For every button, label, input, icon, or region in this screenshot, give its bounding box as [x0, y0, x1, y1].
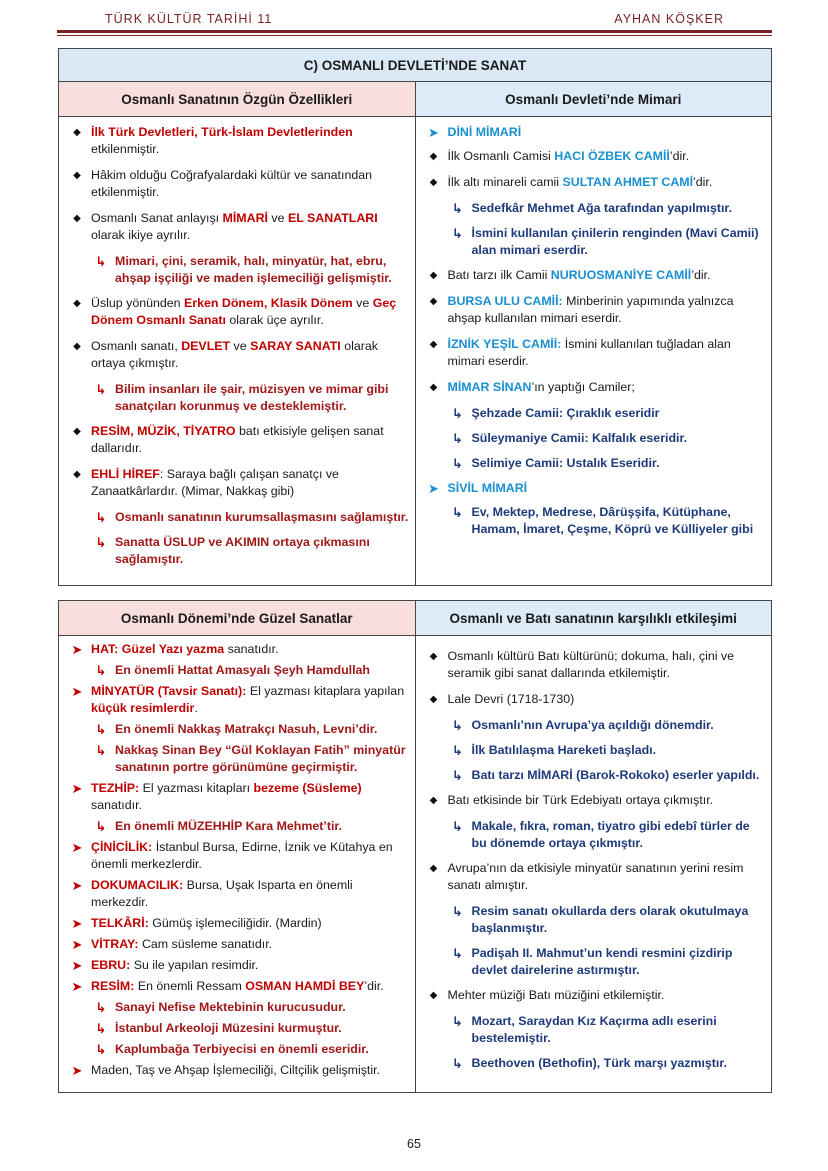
list-item: ➤ DOKUMACILIK: Bursa, Uşak Isparta en önemli merkezdir.	[67, 877, 409, 911]
hook-arrow-icon: ↳	[452, 718, 463, 733]
sub-item: ↳ Nakkaş Sinan Bey “Gül Koklayan Fatih” minyatür sanatının portre görünümüne geçirmiştir.	[67, 742, 409, 776]
list-heading: ➤ DİNİ MİMARİ	[424, 124, 766, 141]
arrow-bullet-icon: ➤	[71, 916, 83, 931]
header-rule-thin	[57, 35, 772, 36]
diamond-bullet-icon: ◆	[73, 213, 81, 224]
hook-arrow-icon: ↳	[452, 505, 463, 520]
sub-item: ↳ Sedefkâr Mehmet Ağa tarafından yapılmıştır.	[424, 200, 766, 217]
list-item: ◆ İlk Osmanlı Camisi HACI ÖZBEK CAMİİ’dir.	[424, 148, 766, 165]
hook-arrow-icon: ↳	[452, 768, 463, 783]
diamond-bullet-icon: ◆	[429, 177, 438, 188]
sub-item: ↳ Bilim insanları ile şair, müzisyen ve mimar gibi sanatçıları korunmuş ve desteklemiştir.	[67, 381, 409, 415]
diamond-bullet-icon: ◆	[429, 296, 438, 307]
sub-item: ↳ Beethoven (Bethofin), Türk marşı yazmıştır.	[424, 1055, 766, 1072]
hook-arrow-icon: ↳	[452, 1056, 463, 1071]
sub-item: ↳ İlk Batılılaşma Hareketi başladı.	[424, 742, 766, 759]
interaction-heading: Osmanlı ve Batı sanatının karşılıklı etkileşimi	[415, 601, 772, 636]
fine-arts-column	[59, 636, 416, 1093]
sub-item: ↳ İstanbul Arkeoloji Müzesini kurmuştur.	[67, 1020, 409, 1037]
sub-item: ↳ Kaplumbağa Terbiyecisi en önemli eseridir.	[67, 1041, 409, 1058]
sub-item: ↳ Padişah II. Mahmut’un kendi resmini çizdirip devlet dairelerine astırmıştır.	[424, 945, 766, 979]
list-item: ◆ İZNİK YEŞİL CAMİİ: İsmini kullanılan tuğladan alan mimari eserdir.	[424, 336, 766, 370]
hook-arrow-icon: ↳	[95, 743, 107, 758]
hook-arrow-icon: ↳	[452, 406, 463, 421]
list-item: ◆ Batı tarzı ilk Camii NURUOSMANİYE CAMİİ’dir.	[424, 267, 766, 284]
art-overview-table	[58, 48, 772, 586]
hook-arrow-icon: ↳	[452, 226, 463, 241]
sub-item: ↳ Sanatta ÜSLUP ve AKIMIN ortaya çıkmasını sağlamıştır.	[67, 534, 409, 568]
arrow-bullet-icon: ➤	[71, 684, 83, 699]
hook-arrow-icon: ↳	[452, 456, 463, 471]
author-name: AYHAN KÖŞKER	[614, 12, 724, 26]
fine-arts-table	[58, 600, 772, 1093]
list-item: ➤ VİTRAY: Cam süsleme sanatıdır.	[67, 936, 409, 953]
sub-item: ↳ Şehzade Camii: Çıraklık eseridir	[424, 405, 766, 422]
diamond-bullet-icon: ◆	[73, 341, 81, 352]
sub-item: ↳ Makale, fıkra, roman, tiyatro gibi edebî türler de bu dönemde ortaya çıkmıştır.	[424, 818, 766, 852]
hook-arrow-icon: ↳	[452, 904, 463, 919]
arrow-bullet-icon: ➤	[71, 642, 83, 657]
diamond-bullet-icon: ◆	[429, 990, 438, 1001]
hook-arrow-icon: ↳	[452, 946, 463, 961]
hook-arrow-icon: ↳	[452, 819, 463, 834]
list-item: ➤ HAT: Güzel Yazı yazma sanatıdır.	[67, 641, 409, 658]
list-item: ◆ Üslup yönünden Erken Dönem, Klasik Dönem ve Geç Dönem Osmanlı Sanatı olarak üçe ayrılır.	[67, 295, 409, 329]
hook-arrow-icon: ↳	[452, 1014, 463, 1029]
architecture-column	[415, 117, 772, 586]
list-item: ◆ Osmanlı sanatı, DEVLET ve SARAY SANATI olarak ortaya çıkmıştır.	[67, 338, 409, 372]
fine-arts-heading: Osmanlı Dönemi’nde Güzel Sanatlar	[59, 601, 416, 636]
arrow-bullet-icon: ➤	[71, 1063, 83, 1078]
hook-arrow-icon: ↳	[95, 722, 107, 737]
hook-arrow-icon: ↳	[452, 201, 463, 216]
arrow-bullet-icon: ➤	[428, 125, 439, 140]
diamond-bullet-icon: ◆	[73, 426, 81, 437]
features-heading: Osmanlı Sanatının Özgün Özellikleri	[59, 82, 416, 117]
list-item: ◆ RESİM, MÜZİK, TİYATRO batı etkisiyle gelişen sanat dallarıdır.	[67, 423, 409, 457]
list-item: ◆ MİMAR SİNAN’ın yaptığı Camiler;	[424, 379, 766, 396]
sub-item: ↳ Batı tarzı MİMARİ (Barok-Rokoko) eserler yapıldı.	[424, 767, 766, 784]
hook-arrow-icon: ↳	[95, 1021, 107, 1036]
list-item: ◆ İlk Türk Devletleri, Türk-İslam Devletlerinden etkilenmiştir.	[67, 124, 409, 158]
sub-item: ↳ Osmanlı sanatının kurumsallaşmasını sağlamıştır.	[67, 509, 409, 526]
arrow-bullet-icon: ➤	[71, 781, 83, 796]
diamond-bullet-icon: ◆	[429, 382, 438, 393]
list-item: ➤ TELKÂRİ: Gümüş işlemeciliğidir. (Mardin)	[67, 915, 409, 932]
sub-item: ↳ İsmini kullanılan çinilerin renginden (Mavi Camii) alan mimari eserdir.	[424, 225, 766, 259]
hook-arrow-icon: ↳	[95, 535, 107, 550]
features-column	[59, 117, 416, 586]
diamond-bullet-icon: ◆	[73, 469, 81, 480]
diamond-bullet-icon: ◆	[429, 270, 438, 281]
sub-item: ↳ Selimiye Camii: Ustalık Eseridir.	[424, 455, 766, 472]
header-rule	[57, 30, 772, 33]
diamond-bullet-icon: ◆	[429, 694, 438, 705]
architecture-heading: Osmanlı Devleti’nde Mimari	[415, 82, 772, 117]
arrow-bullet-icon: ➤	[71, 958, 83, 973]
list-heading: ➤ SİVİL MİMARİ	[424, 480, 766, 497]
section-title: C) OSMANLI DEVLETİ’NDE SANAT	[59, 49, 772, 82]
arrow-bullet-icon: ➤	[71, 878, 83, 893]
hook-arrow-icon: ↳	[95, 1042, 107, 1057]
interaction-column	[415, 636, 772, 1093]
diamond-bullet-icon: ◆	[429, 339, 438, 350]
sub-item: ↳ Mimari, çini, seramik, halı, minyatür, hat, ebru, ahşap işçiliği ve maden işlemeciliği gelişmiştir.	[67, 253, 409, 287]
sub-item: ↳ Ev, Mektep, Medrese, Dârüşşifa, Kütüphane, Hamam, İmaret, Çeşme, Köprü ve Külliyeler gibi	[424, 504, 766, 538]
diamond-bullet-icon: ◆	[73, 298, 81, 309]
diamond-bullet-icon: ◆	[429, 651, 438, 662]
hook-arrow-icon: ↳	[95, 254, 107, 269]
sub-item: ↳ Osmanlı’nın Avrupa’ya açıldığı dönemdir.	[424, 717, 766, 734]
sub-item: ↳ En önemli Hattat Amasyalı Şeyh Hamdullah	[67, 662, 409, 679]
sub-item: ↳ Sanayi Nefise Mektebinin kurucusudur.	[67, 999, 409, 1016]
list-item: ➤ ÇİNİCİLİK: İstanbul Bursa, Edirne, İznik ve Kütahya en önemli merkezlerdir.	[67, 839, 409, 873]
sub-item: ↳ Süleymaniye Camii: Kalfalık eseridir.	[424, 430, 766, 447]
list-item: ◆ Osmanlı Sanat anlayışı MİMARİ ve EL SANATLARI olarak ikiye ayrılır.	[67, 210, 409, 244]
page-number: 65	[407, 1137, 421, 1151]
list-item: ➤ TEZHİP: El yazması kitapları bezeme (Süsleme) sanatıdır.	[67, 780, 409, 814]
hook-arrow-icon: ↳	[95, 663, 107, 678]
list-item: ◆ Mehter müziği Batı müziğini etkilemiştir.	[424, 987, 766, 1004]
arrow-bullet-icon: ➤	[428, 481, 439, 496]
sub-item: ↳ En önemli MÜZEHHİP Kara Mehmet’tir.	[67, 818, 409, 835]
hook-arrow-icon: ↳	[452, 743, 463, 758]
list-item: ◆ İlk altı minareli camii SULTAN AHMET CAMİ’dir.	[424, 174, 766, 191]
list-item: ◆ Batı etkisinde bir Türk Edebiyatı ortaya çıkmıştır.	[424, 792, 766, 809]
arrow-bullet-icon: ➤	[71, 937, 83, 952]
hook-arrow-icon: ↳	[95, 1000, 107, 1015]
diamond-bullet-icon: ◆	[429, 863, 438, 874]
hook-arrow-icon: ↳	[95, 510, 107, 525]
hook-arrow-icon: ↳	[95, 819, 107, 834]
diamond-bullet-icon: ◆	[429, 151, 438, 162]
sub-item: ↳ Resim sanatı okullarda ders olarak okutulmaya başlanmıştır.	[424, 903, 766, 937]
diamond-bullet-icon: ◆	[73, 170, 81, 181]
list-item: ◆ Osmanlı kültürü Batı kültürünü; dokuma, halı, çini ve seramik gibi sanat dallarında etkilemiştir.	[424, 648, 766, 682]
sub-item: ↳ Mozart, Saraydan Kız Kaçırma adlı eserini bestelemiştir.	[424, 1013, 766, 1047]
diamond-bullet-icon: ◆	[73, 127, 81, 138]
list-item: ◆ BURSA ULU CAMİİ: Minberinin yapımında yalnızca ahşap kullanılan mimari eserdir.	[424, 293, 766, 327]
list-item: ◆ EHLİ HİREF: Saraya bağlı çalışan sanatçı ve Zanaatkârlardır. (Mimar, Nakkaş gibi)	[67, 466, 409, 500]
hook-arrow-icon: ↳	[452, 431, 463, 446]
list-item: ➤ EBRU: Su ile yapılan resimdir.	[67, 957, 409, 974]
list-item: ➤ Maden, Taş ve Ahşap İşlemeciliği, Ciltçilik gelişmiştir.	[67, 1062, 409, 1079]
book-title: TÜRK KÜLTÜR TARİHİ 11	[105, 12, 273, 26]
list-item: ◆ Hâkim olduğu Coğrafyalardaki kültür ve sanatından etkilenmiştir.	[67, 167, 409, 201]
sub-item: ↳ En önemli Nakkaş Matrakçı Nasuh, Levni’dir.	[67, 721, 409, 738]
arrow-bullet-icon: ➤	[71, 979, 83, 994]
hook-arrow-icon: ↳	[95, 382, 107, 397]
list-item: ◆ Lale Devri (1718-1730)	[424, 691, 766, 708]
diamond-bullet-icon: ◆	[429, 795, 438, 806]
arrow-bullet-icon: ➤	[71, 840, 83, 855]
list-item: ➤ RESİM: En önemli Ressam OSMAN HAMDİ BEY’dir.	[67, 978, 409, 995]
list-item: ◆ Avrupa’nın da etkisiyle minyatür sanatının yerini resim sanatı almıştır.	[424, 860, 766, 894]
list-item: ➤ MİNYATÜR (Tavsir Sanatı): El yazması kitaplara yapılan küçük resimlerdir.	[67, 683, 409, 717]
